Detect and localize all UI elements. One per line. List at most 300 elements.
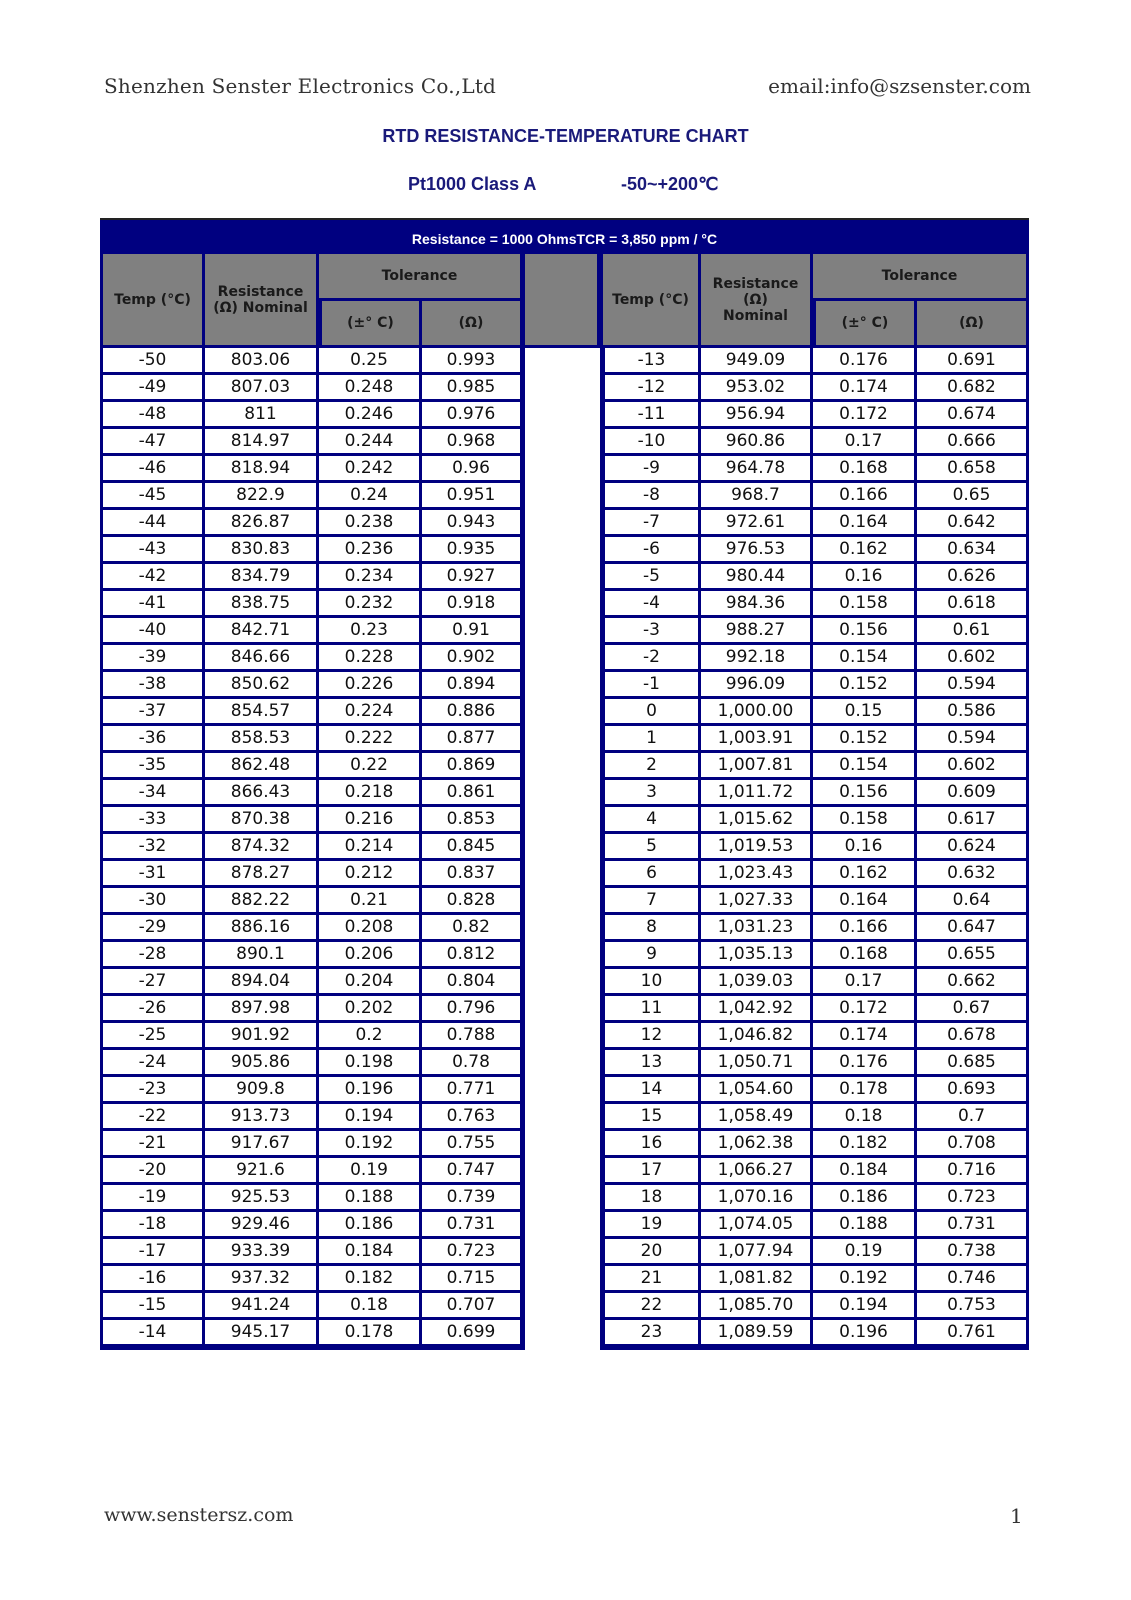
tolerance-ohm-cell: 0.837 — [422, 861, 525, 888]
resistance-cell: 1,074.05 — [701, 1212, 813, 1239]
tolerance-deg-cell: 0.186 — [813, 1185, 917, 1212]
tolerance-deg-cell: 0.154 — [813, 645, 917, 672]
table-row — [100, 348, 1029, 375]
resistance-cell: 846.66 — [205, 645, 319, 672]
resistance-cell: 814.97 — [205, 429, 319, 456]
resistance-cell: 1,070.16 — [701, 1185, 813, 1212]
resistance-label: Resistance — [712, 275, 799, 292]
table-row — [100, 618, 1029, 645]
temp-cell: -36 — [100, 726, 205, 753]
resistance-cell: 1,035.13 — [701, 942, 813, 969]
tolerance-ohm-cell: 0.78 — [422, 1050, 525, 1077]
temp-cell: -47 — [100, 429, 205, 456]
temp-cell: 19 — [600, 1212, 701, 1239]
tolerance-ohm-cell: 0.67 — [917, 996, 1029, 1023]
tolerance-deg-cell: 0.234 — [319, 564, 422, 591]
column-gap — [525, 699, 600, 726]
temp-cell: 13 — [600, 1050, 701, 1077]
temp-cell: 7 — [600, 888, 701, 915]
temp-cell: -13 — [600, 348, 701, 375]
temp-cell: -24 — [100, 1050, 205, 1077]
tolerance-deg-cell: 0.15 — [813, 699, 917, 726]
contact-email: email:info@szsenster.com — [768, 74, 1031, 98]
temp-cell: -43 — [100, 537, 205, 564]
tolerance-ohm-cell: 0.796 — [422, 996, 525, 1023]
temp-cell: -48 — [100, 402, 205, 429]
temp-cell: 9 — [600, 942, 701, 969]
tolerance-deg-cell: 0.174 — [813, 1023, 917, 1050]
col-header-tolerance-left: Tolerance — [319, 254, 525, 301]
table-row — [100, 1212, 1029, 1239]
rtd-table — [100, 218, 1029, 1350]
tolerance-deg-cell: 0.244 — [319, 429, 422, 456]
tolerance-deg-cell: 0.236 — [319, 537, 422, 564]
temperature-range: -50~+200℃ — [621, 174, 719, 194]
resistance-cell: 913.73 — [205, 1104, 319, 1131]
temp-cell: -14 — [100, 1320, 205, 1350]
temp-cell: -46 — [100, 456, 205, 483]
page-number: 1 — [1010, 1504, 1023, 1528]
tolerance-ohm-cell: 0.968 — [422, 429, 525, 456]
resistance-cell: 917.67 — [205, 1131, 319, 1158]
table-row — [100, 861, 1029, 888]
tolerance-deg-cell: 0.232 — [319, 591, 422, 618]
tolerance-ohm-cell: 0.731 — [917, 1212, 1029, 1239]
table-row — [100, 969, 1029, 996]
tolerance-ohm-cell: 0.618 — [917, 591, 1029, 618]
temp-cell: -49 — [100, 375, 205, 402]
resistance-cell: 1,085.70 — [701, 1293, 813, 1320]
resistance-cell: 842.71 — [205, 618, 319, 645]
resistance-cell: 1,023.43 — [701, 861, 813, 888]
resistance-cell: 929.46 — [205, 1212, 319, 1239]
tolerance-ohm-cell: 0.674 — [917, 402, 1029, 429]
tolerance-ohm-cell: 0.902 — [422, 645, 525, 672]
temp-cell: 3 — [600, 780, 701, 807]
resistance-cell: 988.27 — [701, 618, 813, 645]
tolerance-ohm-cell: 0.761 — [917, 1320, 1029, 1350]
column-gap — [525, 969, 600, 996]
tolerance-deg-cell: 0.204 — [319, 969, 422, 996]
tolerance-deg-cell: 0.152 — [813, 672, 917, 699]
resistance-cell: 1,003.91 — [701, 726, 813, 753]
resistance-cell: 1,042.92 — [701, 996, 813, 1023]
tolerance-deg-cell: 0.154 — [813, 753, 917, 780]
tolerance-ohm-cell: 0.869 — [422, 753, 525, 780]
column-gap — [525, 915, 600, 942]
resistance-cell: 1,015.62 — [701, 807, 813, 834]
tolerance-deg-cell: 0.166 — [813, 915, 917, 942]
table-row — [100, 1185, 1029, 1212]
tolerance-deg-cell: 0.166 — [813, 483, 917, 510]
temp-cell: -5 — [600, 564, 701, 591]
resistance-cell: 1,046.82 — [701, 1023, 813, 1050]
temp-cell: 6 — [600, 861, 701, 888]
resistance-cell: 1,031.23 — [701, 915, 813, 942]
tolerance-ohm-cell: 0.707 — [422, 1293, 525, 1320]
temp-cell: -7 — [600, 510, 701, 537]
col-header-tol-deg-right: (±° C) — [813, 301, 917, 348]
column-gap — [525, 375, 600, 402]
tolerance-deg-cell: 0.152 — [813, 726, 917, 753]
temp-cell: -27 — [100, 969, 205, 996]
table-row — [100, 1239, 1029, 1266]
tolerance-deg-cell: 0.156 — [813, 780, 917, 807]
column-gap — [525, 942, 600, 969]
temp-cell: -25 — [100, 1023, 205, 1050]
tolerance-ohm-cell: 0.634 — [917, 537, 1029, 564]
tolerance-deg-cell: 0.174 — [813, 375, 917, 402]
temp-cell: -18 — [100, 1212, 205, 1239]
temp-cell: -21 — [100, 1131, 205, 1158]
tolerance-deg-cell: 0.18 — [319, 1293, 422, 1320]
temp-cell: -39 — [100, 645, 205, 672]
resistance-cell: 949.09 — [701, 348, 813, 375]
tolerance-deg-cell: 0.242 — [319, 456, 422, 483]
tolerance-deg-cell: 0.208 — [319, 915, 422, 942]
temp-cell: 20 — [600, 1239, 701, 1266]
temp-cell: -42 — [100, 564, 205, 591]
table-row — [100, 591, 1029, 618]
column-gap — [525, 1185, 600, 1212]
column-gap — [525, 348, 600, 375]
column-gap — [525, 483, 600, 510]
table-row — [100, 888, 1029, 915]
table-row — [100, 375, 1029, 402]
tolerance-ohm-cell: 0.877 — [422, 726, 525, 753]
tolerance-deg-cell: 0.224 — [319, 699, 422, 726]
tolerance-deg-cell: 0.184 — [319, 1239, 422, 1266]
temp-cell: 15 — [600, 1104, 701, 1131]
tolerance-ohm-cell: 0.666 — [917, 429, 1029, 456]
resistance-cell: 933.39 — [205, 1239, 319, 1266]
temp-cell: 4 — [600, 807, 701, 834]
tolerance-ohm-cell: 0.861 — [422, 780, 525, 807]
temp-cell: 23 — [600, 1320, 701, 1350]
resistance-cell: 822.9 — [205, 483, 319, 510]
tolerance-deg-cell: 0.22 — [319, 753, 422, 780]
table-row — [100, 402, 1029, 429]
tolerance-ohm-cell: 0.804 — [422, 969, 525, 996]
column-gap — [525, 456, 600, 483]
tolerance-deg-cell: 0.194 — [813, 1293, 917, 1320]
table-row — [100, 1104, 1029, 1131]
tolerance-ohm-cell: 0.985 — [422, 375, 525, 402]
tolerance-deg-cell: 0.25 — [319, 348, 422, 375]
tolerance-ohm-cell: 0.943 — [422, 510, 525, 537]
tolerance-ohm-cell: 0.746 — [917, 1266, 1029, 1293]
tolerance-ohm-cell: 0.723 — [422, 1239, 525, 1266]
tolerance-ohm-cell: 0.828 — [422, 888, 525, 915]
col-header-temp-left: Temp (°C) — [100, 254, 205, 348]
temp-cell: -2 — [600, 645, 701, 672]
tolerance-deg-cell: 0.156 — [813, 618, 917, 645]
tolerance-ohm-cell: 0.658 — [917, 456, 1029, 483]
resistance-cell: 1,000.00 — [701, 699, 813, 726]
tolerance-deg-cell: 0.172 — [813, 402, 917, 429]
temp-cell: -30 — [100, 888, 205, 915]
resistance-cell: 1,062.38 — [701, 1131, 813, 1158]
table-row — [100, 456, 1029, 483]
temp-cell: 10 — [600, 969, 701, 996]
tolerance-deg-cell: 0.21 — [319, 888, 422, 915]
resistance-cell: 826.87 — [205, 510, 319, 537]
column-gap — [525, 1023, 600, 1050]
tolerance-ohm-cell: 0.886 — [422, 699, 525, 726]
resistance-cell: 984.36 — [701, 591, 813, 618]
table-row — [100, 753, 1029, 780]
temp-cell: -38 — [100, 672, 205, 699]
column-gap — [525, 1239, 600, 1266]
temp-cell: -31 — [100, 861, 205, 888]
tolerance-deg-cell: 0.214 — [319, 834, 422, 861]
tolerance-deg-cell: 0.178 — [813, 1077, 917, 1104]
resistance-cell: 858.53 — [205, 726, 319, 753]
resistance-cell: 1,054.60 — [701, 1077, 813, 1104]
column-gap — [525, 1104, 600, 1131]
tolerance-ohm-cell: 0.738 — [917, 1239, 1029, 1266]
tolerance-ohm-cell: 0.586 — [917, 699, 1029, 726]
tolerance-ohm-cell: 0.715 — [422, 1266, 525, 1293]
temp-cell: -29 — [100, 915, 205, 942]
table-row — [100, 780, 1029, 807]
table-row — [100, 834, 1029, 861]
tolerance-ohm-cell: 0.708 — [917, 1131, 1029, 1158]
temp-cell: -45 — [100, 483, 205, 510]
resistance-cell: 909.8 — [205, 1077, 319, 1104]
column-gap — [525, 672, 600, 699]
resistance-cell: 1,081.82 — [701, 1266, 813, 1293]
column-gap — [525, 591, 600, 618]
resistance-cell: 1,077.94 — [701, 1239, 813, 1266]
tolerance-deg-cell: 0.178 — [319, 1320, 422, 1350]
column-gap — [525, 726, 600, 753]
temp-cell: -12 — [600, 375, 701, 402]
table-row — [100, 1293, 1029, 1320]
tolerance-deg-cell: 0.186 — [319, 1212, 422, 1239]
tolerance-ohm-cell: 0.918 — [422, 591, 525, 618]
table-row — [100, 996, 1029, 1023]
tolerance-deg-cell: 0.212 — [319, 861, 422, 888]
temp-cell: -9 — [600, 456, 701, 483]
website-link[interactable]: www.senstersz.com — [104, 1504, 294, 1526]
col-header-tol-deg-left: (±° C) — [319, 301, 422, 348]
tolerance-ohm-cell: 0.716 — [917, 1158, 1029, 1185]
table-row — [100, 672, 1029, 699]
tolerance-ohm-cell: 0.647 — [917, 915, 1029, 942]
col-header-resistance-right — [701, 254, 813, 348]
resistance-cell: 992.18 — [701, 645, 813, 672]
table-row — [100, 429, 1029, 456]
temp-cell: -20 — [100, 1158, 205, 1185]
table-row — [100, 1131, 1029, 1158]
resistance-cell: 882.22 — [205, 888, 319, 915]
resistance-cell: 937.32 — [205, 1266, 319, 1293]
tolerance-ohm-cell: 0.617 — [917, 807, 1029, 834]
column-gap — [525, 1320, 600, 1350]
tolerance-deg-cell: 0.17 — [813, 429, 917, 456]
tolerance-ohm-cell: 0.739 — [422, 1185, 525, 1212]
temp-cell: -28 — [100, 942, 205, 969]
temp-cell: -17 — [100, 1239, 205, 1266]
resistance-cell: 834.79 — [205, 564, 319, 591]
tolerance-deg-cell: 0.238 — [319, 510, 422, 537]
resistance-cell: 897.98 — [205, 996, 319, 1023]
resistance-cell: 818.94 — [205, 456, 319, 483]
tolerance-ohm-cell: 0.662 — [917, 969, 1029, 996]
table-row — [100, 699, 1029, 726]
temp-cell: 0 — [600, 699, 701, 726]
temp-cell: -37 — [100, 699, 205, 726]
tolerance-ohm-cell: 0.624 — [917, 834, 1029, 861]
resistance-cell: 1,011.72 — [701, 780, 813, 807]
tolerance-ohm-cell: 0.723 — [917, 1185, 1029, 1212]
table-row — [100, 483, 1029, 510]
column-gap — [525, 1293, 600, 1320]
tolerance-deg-cell: 0.188 — [813, 1212, 917, 1239]
resistance-cell: 945.17 — [205, 1320, 319, 1350]
tolerance-deg-cell: 0.188 — [319, 1185, 422, 1212]
company-name: Shenzhen Senster Electronics Co.,Ltd — [104, 74, 497, 98]
tolerance-deg-cell: 0.19 — [319, 1158, 422, 1185]
tolerance-ohm-cell: 0.853 — [422, 807, 525, 834]
tolerance-deg-cell: 0.246 — [319, 402, 422, 429]
table-row — [100, 1077, 1029, 1104]
temp-cell: -6 — [600, 537, 701, 564]
column-gap — [525, 807, 600, 834]
sensor-model: Pt1000 Class A — [408, 174, 537, 194]
table-row — [100, 645, 1029, 672]
tolerance-ohm-cell: 0.632 — [917, 861, 1029, 888]
temp-cell: -19 — [100, 1185, 205, 1212]
temp-cell: -3 — [600, 618, 701, 645]
column-gap — [525, 1131, 600, 1158]
table-row — [100, 1023, 1029, 1050]
resistance-cell: 972.61 — [701, 510, 813, 537]
temp-cell: -16 — [100, 1266, 205, 1293]
resistance-cell: 1,089.59 — [701, 1320, 813, 1350]
resistance-cell: 941.24 — [205, 1293, 319, 1320]
resistance-cell: 1,039.03 — [701, 969, 813, 996]
col-header-tol-ohm-right: (Ω) — [917, 301, 1029, 348]
tolerance-ohm-cell: 0.755 — [422, 1131, 525, 1158]
temp-cell: -22 — [100, 1104, 205, 1131]
resistance-cell: 1,007.81 — [701, 753, 813, 780]
tolerance-ohm-cell: 0.731 — [422, 1212, 525, 1239]
tolerance-ohm-cell: 0.894 — [422, 672, 525, 699]
table-row — [100, 915, 1029, 942]
resistance-cell: 1,066.27 — [701, 1158, 813, 1185]
table-row — [100, 1320, 1029, 1350]
resistance-cell: 878.27 — [205, 861, 319, 888]
temp-cell: -33 — [100, 807, 205, 834]
temp-cell: -40 — [100, 618, 205, 645]
tolerance-ohm-cell: 0.91 — [422, 618, 525, 645]
tolerance-deg-cell: 0.168 — [813, 456, 917, 483]
resistance-temperature-grid — [100, 254, 1029, 1350]
table-row — [100, 537, 1029, 564]
temp-cell: -41 — [100, 591, 205, 618]
tolerance-deg-cell: 0.16 — [813, 834, 917, 861]
tolerance-deg-cell: 0.202 — [319, 996, 422, 1023]
column-gap — [525, 618, 600, 645]
tolerance-deg-cell: 0.216 — [319, 807, 422, 834]
table-row — [100, 510, 1029, 537]
tolerance-deg-cell: 0.192 — [319, 1131, 422, 1158]
tolerance-deg-cell: 0.222 — [319, 726, 422, 753]
tolerance-ohm-cell: 0.7 — [917, 1104, 1029, 1131]
column-gap — [525, 780, 600, 807]
resistance-cell: 807.03 — [205, 375, 319, 402]
column-gap — [525, 861, 600, 888]
tolerance-deg-cell: 0.164 — [813, 510, 917, 537]
tolerance-ohm-cell: 0.747 — [422, 1158, 525, 1185]
temp-cell: 22 — [600, 1293, 701, 1320]
table-row — [100, 942, 1029, 969]
tolerance-ohm-cell: 0.64 — [917, 888, 1029, 915]
column-gap — [525, 1050, 600, 1077]
tolerance-ohm-cell: 0.82 — [422, 915, 525, 942]
column-gap — [525, 1158, 600, 1185]
tolerance-ohm-cell: 0.678 — [917, 1023, 1029, 1050]
page-title: RTD RESISTANCE-TEMPERATURE CHART — [382, 126, 749, 146]
tolerance-ohm-cell: 0.61 — [917, 618, 1029, 645]
resistance-cell: 996.09 — [701, 672, 813, 699]
tolerance-deg-cell: 0.184 — [813, 1158, 917, 1185]
temp-cell: 17 — [600, 1158, 701, 1185]
nominal-label: Nominal — [723, 307, 788, 324]
tolerance-ohm-cell: 0.935 — [422, 537, 525, 564]
temp-cell: 5 — [600, 834, 701, 861]
tolerance-deg-cell: 0.172 — [813, 996, 917, 1023]
tolerance-ohm-cell: 0.753 — [917, 1293, 1029, 1320]
resistance-cell: 886.16 — [205, 915, 319, 942]
resistance-cell: 1,027.33 — [701, 888, 813, 915]
tolerance-deg-cell: 0.182 — [813, 1131, 917, 1158]
tolerance-ohm-cell: 0.602 — [917, 645, 1029, 672]
temp-cell: 21 — [600, 1266, 701, 1293]
tolerance-ohm-cell: 0.65 — [917, 483, 1029, 510]
tolerance-deg-cell: 0.192 — [813, 1266, 917, 1293]
tolerance-deg-cell: 0.17 — [813, 969, 917, 996]
tolerance-deg-cell: 0.19 — [813, 1239, 917, 1266]
resistance-cell: 803.06 — [205, 348, 319, 375]
tolerance-deg-cell: 0.226 — [319, 672, 422, 699]
header-spacer — [525, 254, 600, 348]
tolerance-ohm-cell: 0.763 — [422, 1104, 525, 1131]
temp-cell: -50 — [100, 348, 205, 375]
temp-cell: -11 — [600, 402, 701, 429]
tolerance-deg-cell: 0.18 — [813, 1104, 917, 1131]
column-gap — [525, 1266, 600, 1293]
temp-cell: -10 — [600, 429, 701, 456]
temp-cell: -44 — [100, 510, 205, 537]
temp-cell: 12 — [600, 1023, 701, 1050]
column-gap — [525, 1077, 600, 1104]
temp-cell: -34 — [100, 780, 205, 807]
resistance-cell: 870.38 — [205, 807, 319, 834]
tolerance-ohm-cell: 0.609 — [917, 780, 1029, 807]
resistance-cell: 811 — [205, 402, 319, 429]
temp-cell: 11 — [600, 996, 701, 1023]
tolerance-deg-cell: 0.228 — [319, 645, 422, 672]
tolerance-deg-cell: 0.168 — [813, 942, 917, 969]
col-header-resistance-left: Resistance (Ω) Nominal — [205, 254, 319, 348]
resistance-cell: 953.02 — [701, 375, 813, 402]
table-row — [100, 1158, 1029, 1185]
resistance-cell: 862.48 — [205, 753, 319, 780]
column-gap — [525, 888, 600, 915]
